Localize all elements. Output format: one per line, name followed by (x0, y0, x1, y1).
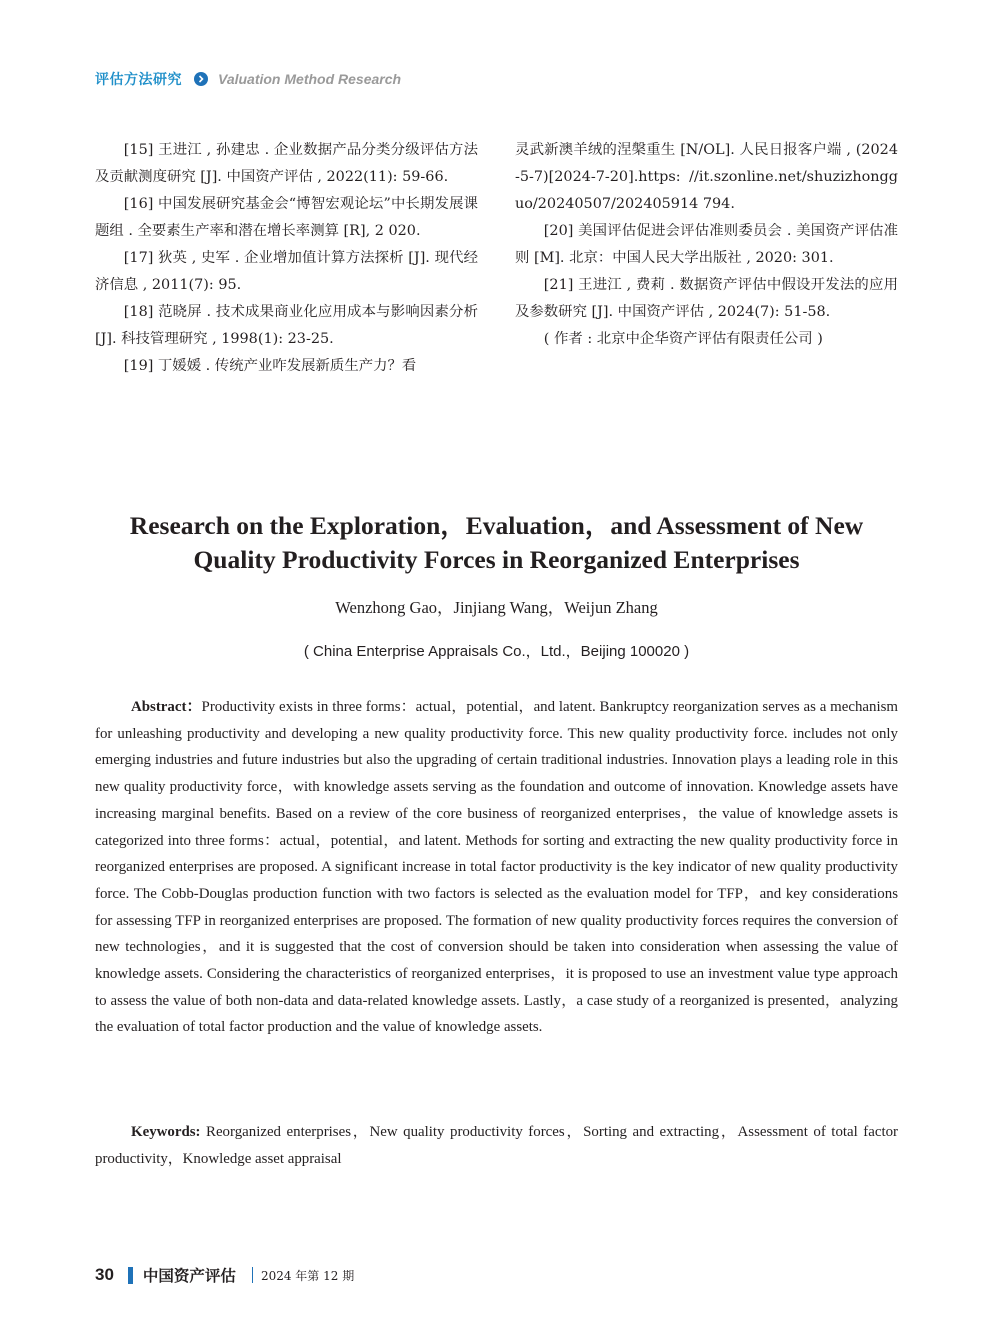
section-title-en: Valuation Method Research (218, 71, 402, 87)
reference-item: [19] 丁媛媛 . 传统产业咋发展新质生产力？看 (123, 358, 417, 374)
abstract-paragraph (95, 694, 898, 1041)
footer-accent-bar (128, 1267, 133, 1284)
references-right-column (515, 137, 898, 353)
page-footer (95, 1262, 354, 1288)
reference-item: [15] 王进江 , 孙建忠 . 企业数据产品分类分级评估方法及贡献测度研究 [J]. 中国资产评估 , 2022(11): 59-66. (95, 142, 478, 185)
keywords-label: Keywords: (131, 1124, 201, 1140)
reference-item: [18] 范晓屏 . 技术成果商业化应用成本与影响因素分析 [J]. 科技管理研究 , 1998(1): 23-25. (95, 304, 478, 347)
journal-name: 中国资产评估 (142, 1267, 236, 1285)
reference-item: [20] 美国评估促进会评估准则委员会 . 美国资产评估准则 [M]. 北京：中国人民大学出版社 , 2020: 301. (515, 223, 898, 266)
author-affiliation-note: ( 作者 : 北京中企华资产评估有限责任公司 ) (543, 331, 823, 347)
keywords-paragraph (95, 1119, 898, 1172)
keywords-text: Reorganized enterprises，New quality productivity forces，Sorting and extracting，Assessment of total factor productivity，Knowledge asset appraisal (95, 1124, 899, 1167)
page-number: 30 (95, 1265, 114, 1284)
article-title: Research on the Exploration，Evaluation，and Assessment of New Quality Productivity Forces in Reorganized Enterprises (129, 511, 864, 574)
reference-item: [16] 中国发展研究基金会“博智宏观论坛”中长期发展课题组 . 全要素生产率和潜在增长率测算 [R], 2 020. (95, 196, 478, 239)
reference-item: [21] 王进江 , 费莉 . 数据资产评估中假设开发法的应用及参数研究 [J]. 中国资产评估 , 2024(7): 51-58. (515, 277, 898, 320)
article-authors: Wenzhong Gao，Jinjiang Wang，Weijun Zhang (335, 598, 658, 617)
article-affiliation: ( China Enterprise Appraisals Co.，Ltd.，Beijing 100020 ) (303, 643, 690, 660)
reference-item: [17] 狄英 , 史军 . 企业增加值计算方法探析 [J]. 现代经济信息 , 2011(7): 95. (95, 250, 478, 293)
references-left-column (95, 137, 478, 380)
chevron-right-icon (194, 72, 208, 86)
abstract-label: Abstract： (131, 699, 202, 715)
issue-label: 2024 年第 12 期 (260, 1268, 355, 1283)
abstract-text: Productivity exists in three forms：actual，potential，and latent. Bankruptcy reorganization serves as a mechanism for unleashing productivity and developing a new quality productivity force. This new quality productivity force. includes not only emerging industries and future industries but also the upgrading of certain traditional industries. Innovation plays a leading role in this new quality productivity force，with knowledge assets serving as the foundation and outcome of innovation. Knowledge assets have increasing marginal benefits. Based on a review of the core business of reorganized enterprises，the value of knowledge assets is categorized into three forms：actual，potential，and latent. Methods for sorting and extracting the new quality productivity force in reorganized enterprises are proposed. A significant increase in total factor productivity is the key indicator of new quality productivity force. The Cobb-Douglas production function with two factors is selected as the evaluation model for TFP，and key considerations for assessing TFP in reorganized enterprises are proposed. The formation of new quality productivity forces requires the conversion of new technologies，and it is suggested that the cost of conversion should be taken into consideration when assessing the value of knowledge assets. Considering the characteristics of reorganized enterprises，it is proposed to use an investment value type approach to assess the value of both non-data and data-related knowledge assets. Lastly，a case study of a reorganized is presented，analyzing the evaluation of total factor production and the value of knowledge assets. (95, 699, 898, 1036)
section-title-cn: 评估方法研究 (95, 72, 182, 88)
reference-continuation: 灵武新澳羊绒的涅槃重生 [N/OL]. 人民日报客户端 , (2024-5-7)[2024-7-20].https: //it.szonline.net/shuzizhongguo/20240507/202405914 794. (515, 142, 898, 212)
running-header (95, 69, 401, 89)
footer-divider (252, 1267, 253, 1283)
